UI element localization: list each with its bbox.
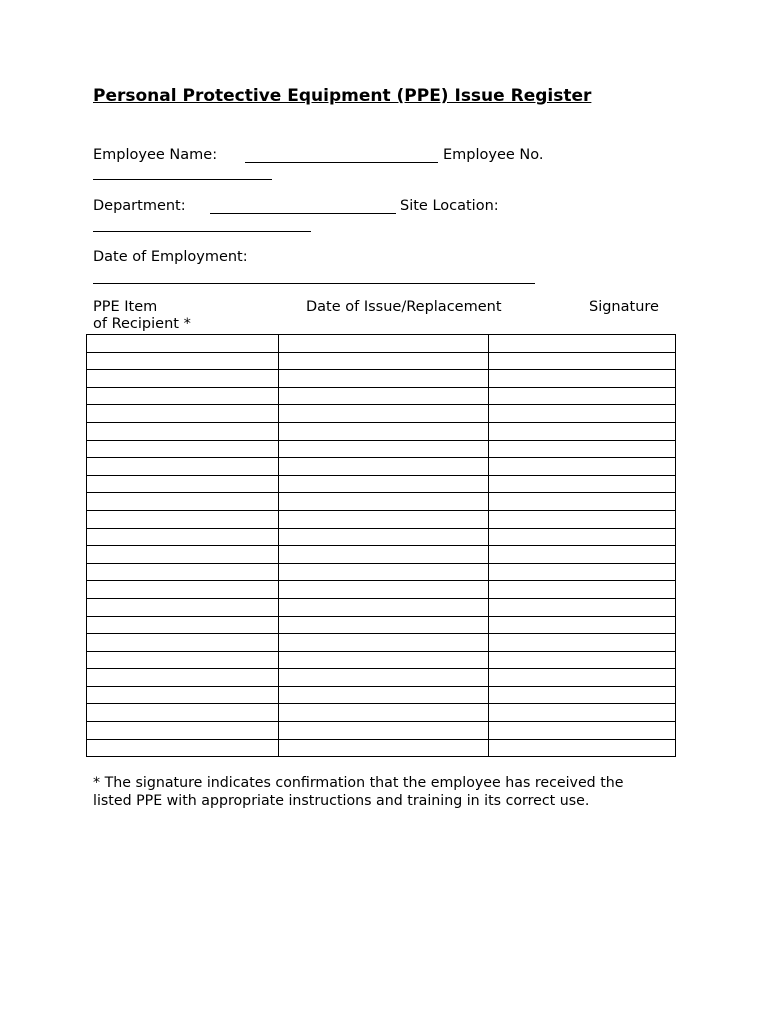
- cell-ppe-item[interactable]: [87, 546, 279, 564]
- register-body: [87, 335, 676, 757]
- cell-signature[interactable]: [489, 598, 676, 616]
- department-label: Department:: [93, 198, 186, 214]
- table-row: [87, 651, 676, 669]
- cell-signature[interactable]: [489, 475, 676, 493]
- table-row: [87, 370, 676, 388]
- cell-signature[interactable]: [489, 616, 676, 634]
- cell-signature[interactable]: [489, 405, 676, 423]
- cell-date-of-issue[interactable]: [279, 352, 489, 370]
- cell-date-of-issue[interactable]: [279, 370, 489, 388]
- date-of-employment-field[interactable]: [93, 283, 535, 284]
- cell-ppe-item[interactable]: [87, 422, 279, 440]
- cell-signature[interactable]: [489, 634, 676, 652]
- cell-ppe-item[interactable]: [87, 458, 279, 476]
- cell-signature[interactable]: [489, 722, 676, 740]
- cell-date-of-issue[interactable]: [279, 669, 489, 687]
- cell-signature[interactable]: [489, 686, 676, 704]
- cell-ppe-item[interactable]: [87, 739, 279, 757]
- table-row: [87, 387, 676, 405]
- cell-signature[interactable]: [489, 651, 676, 669]
- department-field[interactable]: [210, 213, 396, 214]
- cell-date-of-issue[interactable]: [279, 405, 489, 423]
- cell-ppe-item[interactable]: [87, 335, 279, 353]
- cell-ppe-item[interactable]: [87, 669, 279, 687]
- cell-ppe-item[interactable]: [87, 370, 279, 388]
- table-row: [87, 634, 676, 652]
- table-row: [87, 581, 676, 599]
- cell-ppe-item[interactable]: [87, 475, 279, 493]
- cell-signature[interactable]: [489, 458, 676, 476]
- cell-date-of-issue[interactable]: [279, 598, 489, 616]
- cell-date-of-issue[interactable]: [279, 440, 489, 458]
- site-location-label: Site Location:: [400, 198, 499, 214]
- table-row: [87, 598, 676, 616]
- cell-ppe-item[interactable]: [87, 440, 279, 458]
- cell-date-of-issue[interactable]: [279, 634, 489, 652]
- cell-signature[interactable]: [489, 440, 676, 458]
- cell-date-of-issue[interactable]: [279, 563, 489, 581]
- table-row: [87, 686, 676, 704]
- cell-signature[interactable]: [489, 370, 676, 388]
- employee-name-field[interactable]: [245, 162, 438, 163]
- table-row: [87, 616, 676, 634]
- table-row: [87, 722, 676, 740]
- cell-ppe-item[interactable]: [87, 510, 279, 528]
- employee-name-label: Employee Name:: [93, 147, 218, 163]
- footnote: [93, 774, 693, 810]
- cell-date-of-issue[interactable]: [279, 387, 489, 405]
- cell-date-of-issue[interactable]: [279, 335, 489, 353]
- date-of-employment-label: Date of Employment:: [93, 249, 248, 265]
- cell-signature[interactable]: [489, 704, 676, 722]
- site-location-field[interactable]: [93, 231, 311, 232]
- cell-signature[interactable]: [489, 546, 676, 564]
- cell-date-of-issue[interactable]: [279, 686, 489, 704]
- footnote-line-1: * The signature indicates confirmation that the employee has received the: [93, 775, 624, 791]
- cell-ppe-item[interactable]: [87, 387, 279, 405]
- cell-date-of-issue[interactable]: [279, 722, 489, 740]
- table-row: [87, 458, 676, 476]
- header-signature: Signature: [589, 299, 659, 315]
- cell-signature[interactable]: [489, 528, 676, 546]
- cell-ppe-item[interactable]: [87, 528, 279, 546]
- table-row: [87, 493, 676, 511]
- cell-ppe-item[interactable]: [87, 651, 279, 669]
- cell-signature[interactable]: [489, 510, 676, 528]
- table-row: [87, 422, 676, 440]
- cell-date-of-issue[interactable]: [279, 739, 489, 757]
- cell-ppe-item[interactable]: [87, 405, 279, 423]
- cell-date-of-issue[interactable]: [279, 546, 489, 564]
- table-row: [87, 704, 676, 722]
- employee-no-field[interactable]: [93, 179, 272, 180]
- cell-ppe-item[interactable]: [87, 563, 279, 581]
- cell-date-of-issue[interactable]: [279, 651, 489, 669]
- cell-signature[interactable]: [489, 387, 676, 405]
- table-row: [87, 528, 676, 546]
- cell-ppe-item[interactable]: [87, 493, 279, 511]
- cell-ppe-item[interactable]: [87, 686, 279, 704]
- footnote-line-2: listed PPE with appropriate instructions and training in its correct use.: [93, 793, 590, 809]
- cell-ppe-item[interactable]: [87, 352, 279, 370]
- cell-ppe-item[interactable]: [87, 634, 279, 652]
- table-row: [87, 546, 676, 564]
- cell-signature[interactable]: [489, 493, 676, 511]
- cell-signature[interactable]: [489, 581, 676, 599]
- cell-signature[interactable]: [489, 563, 676, 581]
- table-row: [87, 405, 676, 423]
- cell-ppe-item[interactable]: [87, 598, 279, 616]
- cell-signature[interactable]: [489, 352, 676, 370]
- cell-date-of-issue[interactable]: [279, 581, 489, 599]
- header-date-of-issue: Date of Issue/Replacement: [306, 299, 502, 315]
- table-row: [87, 563, 676, 581]
- cell-date-of-issue[interactable]: [279, 475, 489, 493]
- cell-signature[interactable]: [489, 669, 676, 687]
- header-of-recipient: of Recipient *: [93, 316, 191, 332]
- header-ppe-item: PPE Item: [93, 299, 158, 315]
- ppe-register-table: [86, 334, 676, 757]
- cell-date-of-issue[interactable]: [279, 616, 489, 634]
- cell-date-of-issue[interactable]: [279, 510, 489, 528]
- table-row: [87, 335, 676, 353]
- table-row: [87, 739, 676, 757]
- table-row: [87, 440, 676, 458]
- cell-signature[interactable]: [489, 335, 676, 353]
- table-row: [87, 510, 676, 528]
- table-row: [87, 669, 676, 687]
- cell-date-of-issue[interactable]: [279, 493, 489, 511]
- cell-date-of-issue[interactable]: [279, 528, 489, 546]
- cell-signature[interactable]: [489, 422, 676, 440]
- cell-ppe-item[interactable]: [87, 722, 279, 740]
- cell-ppe-item[interactable]: [87, 616, 279, 634]
- cell-date-of-issue[interactable]: [279, 422, 489, 440]
- cell-ppe-item[interactable]: [87, 581, 279, 599]
- cell-date-of-issue[interactable]: [279, 458, 489, 476]
- cell-ppe-item[interactable]: [87, 704, 279, 722]
- page-title: Personal Protective Equipment (PPE) Issue Register: [93, 86, 592, 106]
- cell-signature[interactable]: [489, 739, 676, 757]
- table-row: [87, 475, 676, 493]
- cell-date-of-issue[interactable]: [279, 704, 489, 722]
- employee-no-label: Employee No.: [443, 147, 544, 163]
- table-row: [87, 352, 676, 370]
